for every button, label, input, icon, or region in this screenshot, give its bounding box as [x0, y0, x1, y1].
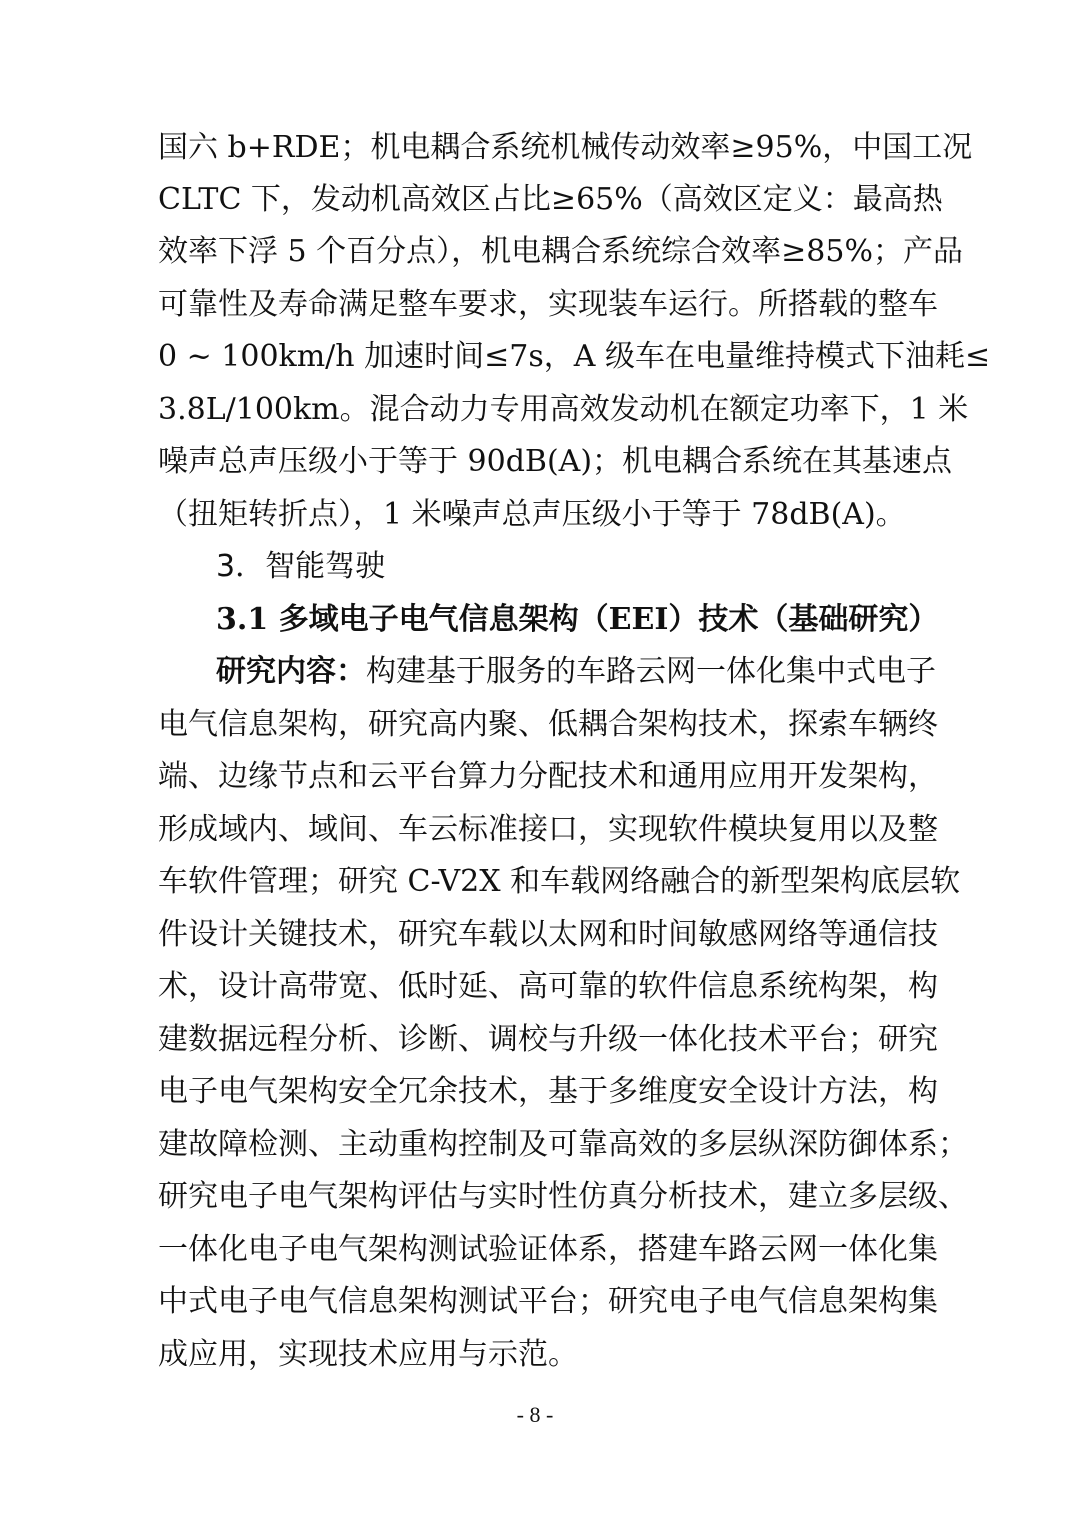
text-line: 研究电子电气架构评估与实时性仿真分析技术，建立多层级、 [158, 1179, 968, 1214]
research-first-line [216, 646, 936, 698]
text-line: 效率下浮 5 个百分点），机电耦合系统综合效率≥85%；产品 [158, 234, 963, 269]
research-text: 构建基于服务的车路云网一体化集中式电子 [366, 654, 936, 689]
text-line: 噪声总声压级小于等于 90dB(A)；机电耦合系统在其基速点 [158, 444, 953, 479]
text-line: 0 ~ 100km/h 加速时间≤7s，A 级车在电量维持模式下油耗≤ [158, 339, 991, 374]
text-line: 形成域内、域间、车云标准接口，实现软件模块复用以及整 [158, 812, 938, 847]
subsection-heading: 3.1 多域电子电气信息架构（EEI）技术（基础研究） [216, 602, 939, 637]
text-line: 端、边缘节点和云平台算力分配技术和通用应用开发架构， [158, 759, 938, 794]
text-line: 电子电气架构安全冗余技术，基于多维度安全设计方法，构 [158, 1074, 938, 1109]
text-line: 建故障检测、主动重构控制及可靠高效的多层纵深防御体系； [158, 1127, 968, 1162]
text-line: 件设计关键技术，研究车载以太网和时间敏感网络等通信技 [158, 917, 938, 952]
text-line: 3.8L/100km。混合动力专用高效发动机在额定功率下，1 米 [158, 392, 969, 427]
section-heading: 3．智能驾驶 [216, 549, 386, 584]
text-line: CLTC 下，发动机高效区占比≥65%（高效区定义：最高热 [158, 182, 943, 217]
text-line: 术，设计高带宽、低时延、高可靠的软件信息系统构架，构 [158, 969, 938, 1004]
text-line: 一体化电子电气架构测试验证体系，搭建车路云网一体化集 [158, 1232, 938, 1267]
text-line: （扭矩转折点），1 米噪声总声压级小于等于 78dB(A)。 [158, 497, 906, 532]
text-line: 成应用，实现技术应用与示范。 [158, 1337, 578, 1372]
text-line: 电气信息架构，研究高内聚、低耦合架构技术，探索车辆终 [158, 707, 938, 742]
text-line: 车软件管理；研究 C-V2X 和车载网络融合的新型架构底层软 [158, 864, 961, 899]
text-line: 国六 b+RDE；机电耦合系统机械传动效率≥95%，中国工况 [158, 130, 973, 165]
research-label: 研究内容： [216, 654, 366, 689]
text-line: 可靠性及寿命满足整车要求，实现装车运行。所搭载的整车 [158, 287, 938, 322]
page-number: - 8 - [516, 1402, 554, 1427]
text-line: 中式电子电气信息架构测试平台；研究电子电气信息架构集 [158, 1284, 938, 1319]
text-line: 建数据远程分析、诊断、调校与升级一体化技术平台；研究 [158, 1022, 938, 1057]
